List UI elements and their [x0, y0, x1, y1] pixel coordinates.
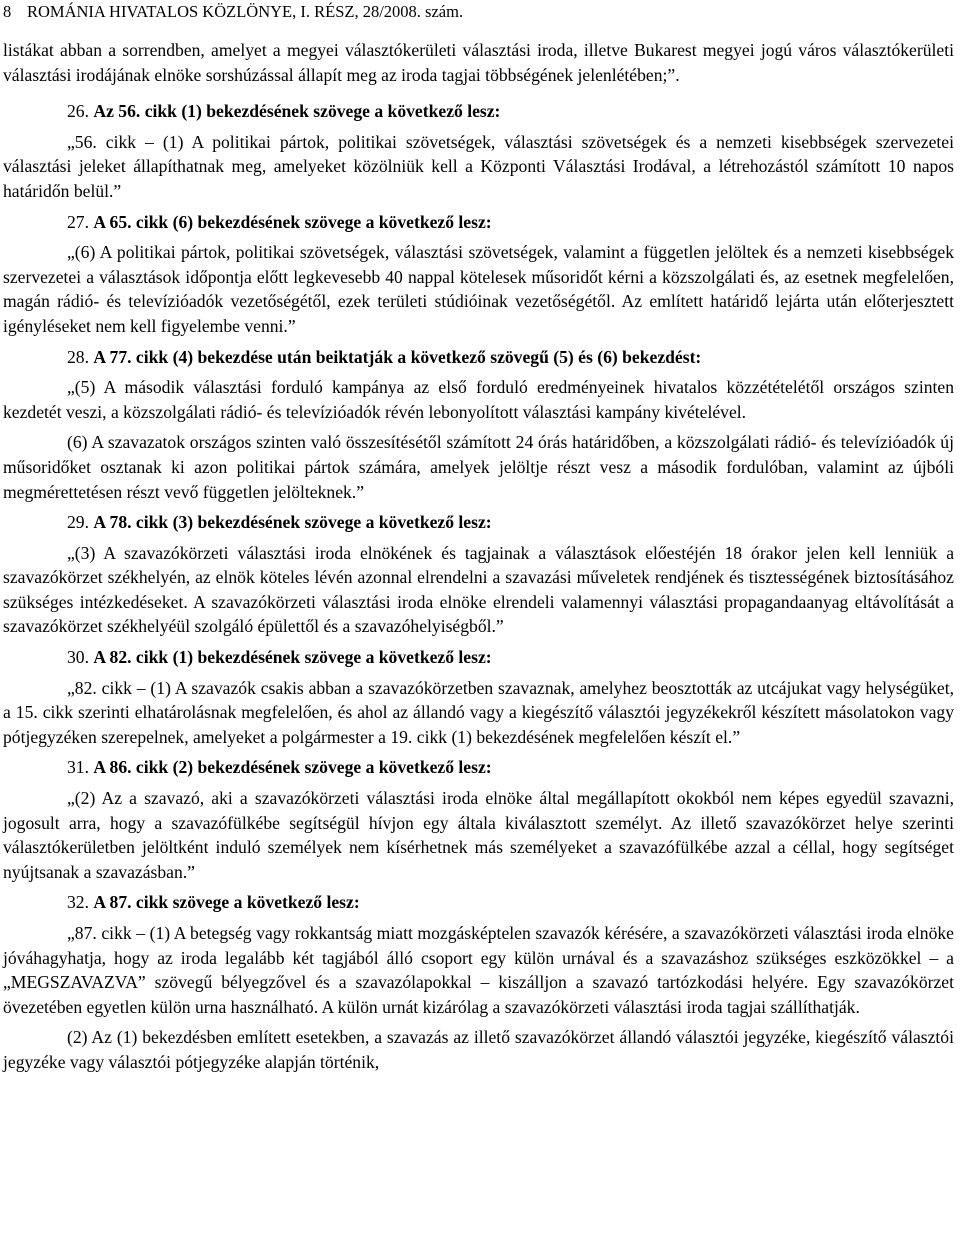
- section-number: 29.: [67, 512, 94, 533]
- journal-title: ROMÁNIA HIVATALOS KÖZLÖNYE, I. RÉSZ, 28/2008. szám.: [27, 2, 464, 21]
- body-text: [3, 38, 954, 1075]
- paragraph-30: „82. cikk – (1) A szavazók csakis abban a szavazókörzetben szavaznak, amelyhez beosztották az utcájukat vagy helységüket, a 15. cikk szerinti elhatárolásnak megfelelően, és ahol az állandó vagy a kiegészítő választói jegyzékekről készített másolatokon vagy pótjegyzéken szerepelnek, amelyeket a polgármester a 19. cikk (1) bekezdésének megfelelően készít el.”: [3, 677, 954, 747]
- section-heading-31: [3, 755, 954, 780]
- paragraph-29: „(3) A szavazókörzeti választási iroda elnökének és tagjainak a választások előestéjén 18 órakor jelen kell lenniük a szavazókörzet székhelyén, az elnök köteles lévén azonnal elrendelni a szavazási műveletek rendjének és tisztességének biztosításához szükséges intézkedéseket. A szavazókörzeti választási iroda elnöke elrendeli valamennyi választási propagandaanyag eltávolítását a szavazókörzet székhelyéül szolgáló épülettől és a szavazóhelyiségből.”: [3, 542, 954, 637]
- section-heading-26: [3, 99, 954, 124]
- paragraph-28-5: „(5) A második választási forduló kampánya az első forduló eredményeinek hivatalos közzétételétől országos szinten kezdetét veszi, a közszolgálati rádió- és televízióadók révén lebonyolított választási kampány kivételével.: [3, 377, 954, 422]
- paragraph-intro: listákat abban a sorrendben, amelyet a megyei választókerületi választási iroda, illetve Bukarest megyei jogú város választókerületi választási irodájának elnöke sorshúzással állapít meg az iroda tagjai többségének jelenlétében;”.: [3, 40, 954, 85]
- paragraph-28-6: (6) A szavazatok országos szinten való összesítésétől számított 24 órás határidőben, a közszolgálati rádió- és televízióadók új műsoridőket osztanak ki azon politikai pártok számára, amelyek jelöltje részt vesz a második fordulóban, valamint az újbóli megmérettetésen részt vevő független jelölteknek.”: [3, 432, 954, 502]
- section-number: 30.: [67, 647, 94, 668]
- section-number: 28.: [67, 346, 94, 367]
- section-title: A 87. cikk szövege a következő lesz:: [93, 892, 360, 913]
- section-number: 32.: [67, 892, 94, 913]
- section-heading-30: [3, 645, 954, 670]
- section-heading-27: [3, 210, 954, 235]
- section-number: 27.: [67, 211, 94, 232]
- section-title: Az 56. cikk (1) bekezdésének szövege a következő lesz:: [93, 101, 501, 122]
- paragraph-32-1: „87. cikk – (1) A betegség vagy rokkantság miatt mozgásképtelen szavazók kérésére, a szavazókörzeti választási iroda elnöke jóváhagyhatja, hogy az iroda legalább két tagjából álló csoport egy külön urnával és a szavazáshoz szükséges eszközökkel – a „MEGSZAVAZVA” szövegű bélyegzővel és a szavazólapokkal – kiszálljon a szavazó tartózkodási helyére. Egy szavazókörzet övezetében egyetlen külön urna használható. A külön urnát kizárólag a szavazókörzeti választási iroda tagjai szállíthatják.: [3, 923, 954, 1017]
- section-heading-28: [3, 345, 954, 370]
- section-heading-29: [3, 510, 954, 535]
- section-number: 31.: [67, 757, 94, 778]
- paragraph-27: „(6) A politikai pártok, politikai szövetségek, választási szövetségek, valamint a független jelöltek és a nemzeti kisebbségek szervezetei a választások időpontja előtt legkevesebb 40 nappal kötelesek műsoridőt kérni a közszolgálati és, az esetnek megfelelően, magán rádió- és televízióadók vezetőségétől, ezek területi stúdióinak vezetőségétől. Az említett határidő lejárta után előterjesztett igényléseket nem kell figyelembe venni.”: [3, 242, 954, 336]
- paragraph-31: „(2) Az a szavazó, aki a szavazókörzeti választási iroda elnöke által megállapított okokból nem képes egyedül szavazni, jogosult arra, hogy a szavazófülkébe segítségül hívjon egy általa kiválasztott személyt. Az illető szavazókörzet helye szerinti választókerületben jelöltként induló személyek nem kísérhetnek más személyeket a szavazófülkébe azzal a céllal, hogy segítséget nyújtsanak a szavazásban.”: [3, 788, 954, 882]
- section-title: A 65. cikk (6) bekezdésének szövege a következő lesz:: [93, 211, 492, 232]
- page-number: 8: [3, 2, 12, 21]
- paragraph-26: „56. cikk – (1) A politikai pártok, politikai szövetségek, választási szövetségek és a nemzeti kisebbségek szervezetei választási jeleket állapíthatnak meg, amelyeket közölniük kell a Központi Választási Irodával, a létrehozástól számított 10 napos határidőn belül.”: [3, 131, 954, 201]
- paragraph-32-2: (2) Az (1) bekezdésben említett esetekben, a szavazás az illető szavazókörzet állandó választói jegyzéke, kiegészítő választói jegyzéke vagy választói pótjegyzéke alapján történik,: [3, 1027, 954, 1072]
- section-title: A 77. cikk (4) bekezdése után beiktatják a következő szövegű (5) és (6) bekezdést:: [93, 346, 702, 367]
- section-title: A 78. cikk (3) bekezdésének szövege a következő lesz:: [93, 512, 492, 533]
- section-title: A 86. cikk (2) bekezdésének szövege a következő lesz:: [93, 757, 492, 778]
- section-heading-32: [3, 890, 954, 915]
- section-title: A 82. cikk (1) bekezdésének szövege a következő lesz:: [93, 647, 492, 668]
- section-number: 26.: [67, 101, 94, 122]
